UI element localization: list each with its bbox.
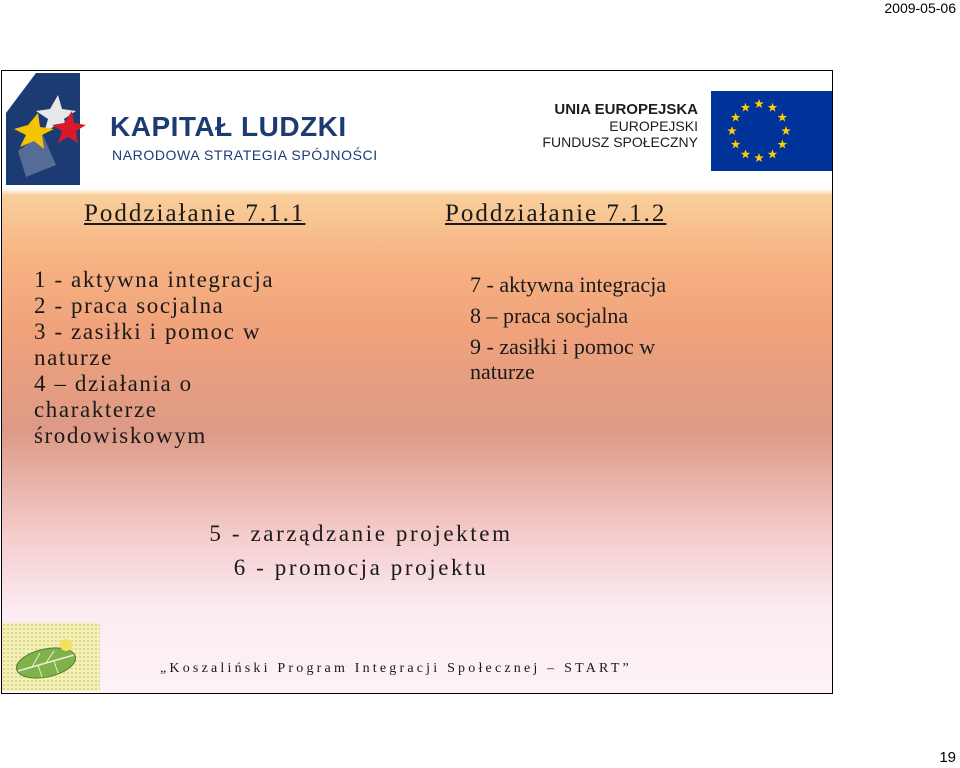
left-column-list xyxy=(34,267,274,449)
slide-header xyxy=(2,71,832,189)
footer-program-name: „Koszaliński Program Integracji Społecznej – START” xyxy=(160,661,632,676)
list-item: 2 - praca socjalna xyxy=(34,293,225,318)
eu-flag-icon xyxy=(711,91,832,171)
leaf-logo-icon xyxy=(2,623,100,691)
list-item: 3 - zasiłki i pomoc w xyxy=(34,319,262,344)
eu-line-3: FUNDUSZ SPOŁECZNY xyxy=(542,134,698,150)
list-item: 7 - aktywna integracja xyxy=(470,272,667,297)
eu-line-1: UNIA EUROPEJSKA xyxy=(554,101,698,118)
heading-7-1-2: Poddziałanie 7.1.2 xyxy=(445,200,667,227)
list-item: naturze xyxy=(470,359,535,384)
shared-item-2: 6 - promocja projektu xyxy=(233,555,489,580)
list-item: 9 - zasiłki i pomoc w xyxy=(470,334,656,359)
list-item: charakterze xyxy=(34,397,158,422)
list-item: środowiskowym xyxy=(34,423,207,448)
print-date: 2009-05-06 xyxy=(884,0,956,16)
slide xyxy=(1,70,833,694)
list-item: 8 – praca socjalna xyxy=(470,303,629,328)
kapital-ludzki-logo xyxy=(6,73,106,187)
shared-item-1: 5 - zarządzanie projektem xyxy=(209,521,513,546)
eu-line-2: EUROPEJSKI xyxy=(609,118,698,134)
program-title: KAPITAŁ LUDZKI xyxy=(110,111,347,142)
page-number: 19 xyxy=(939,749,956,766)
heading-7-1-1: Poddziałanie 7.1.1 xyxy=(84,200,306,227)
list-item: naturze xyxy=(34,345,113,370)
list-item: 4 – działania o xyxy=(34,371,193,396)
program-subtitle: NARODOWA STRATEGIA SPÓJNOŚCI xyxy=(112,147,378,163)
right-column-list xyxy=(470,269,666,387)
eu-text-block xyxy=(526,101,698,150)
list-item: 1 - aktywna integracja xyxy=(34,267,275,292)
